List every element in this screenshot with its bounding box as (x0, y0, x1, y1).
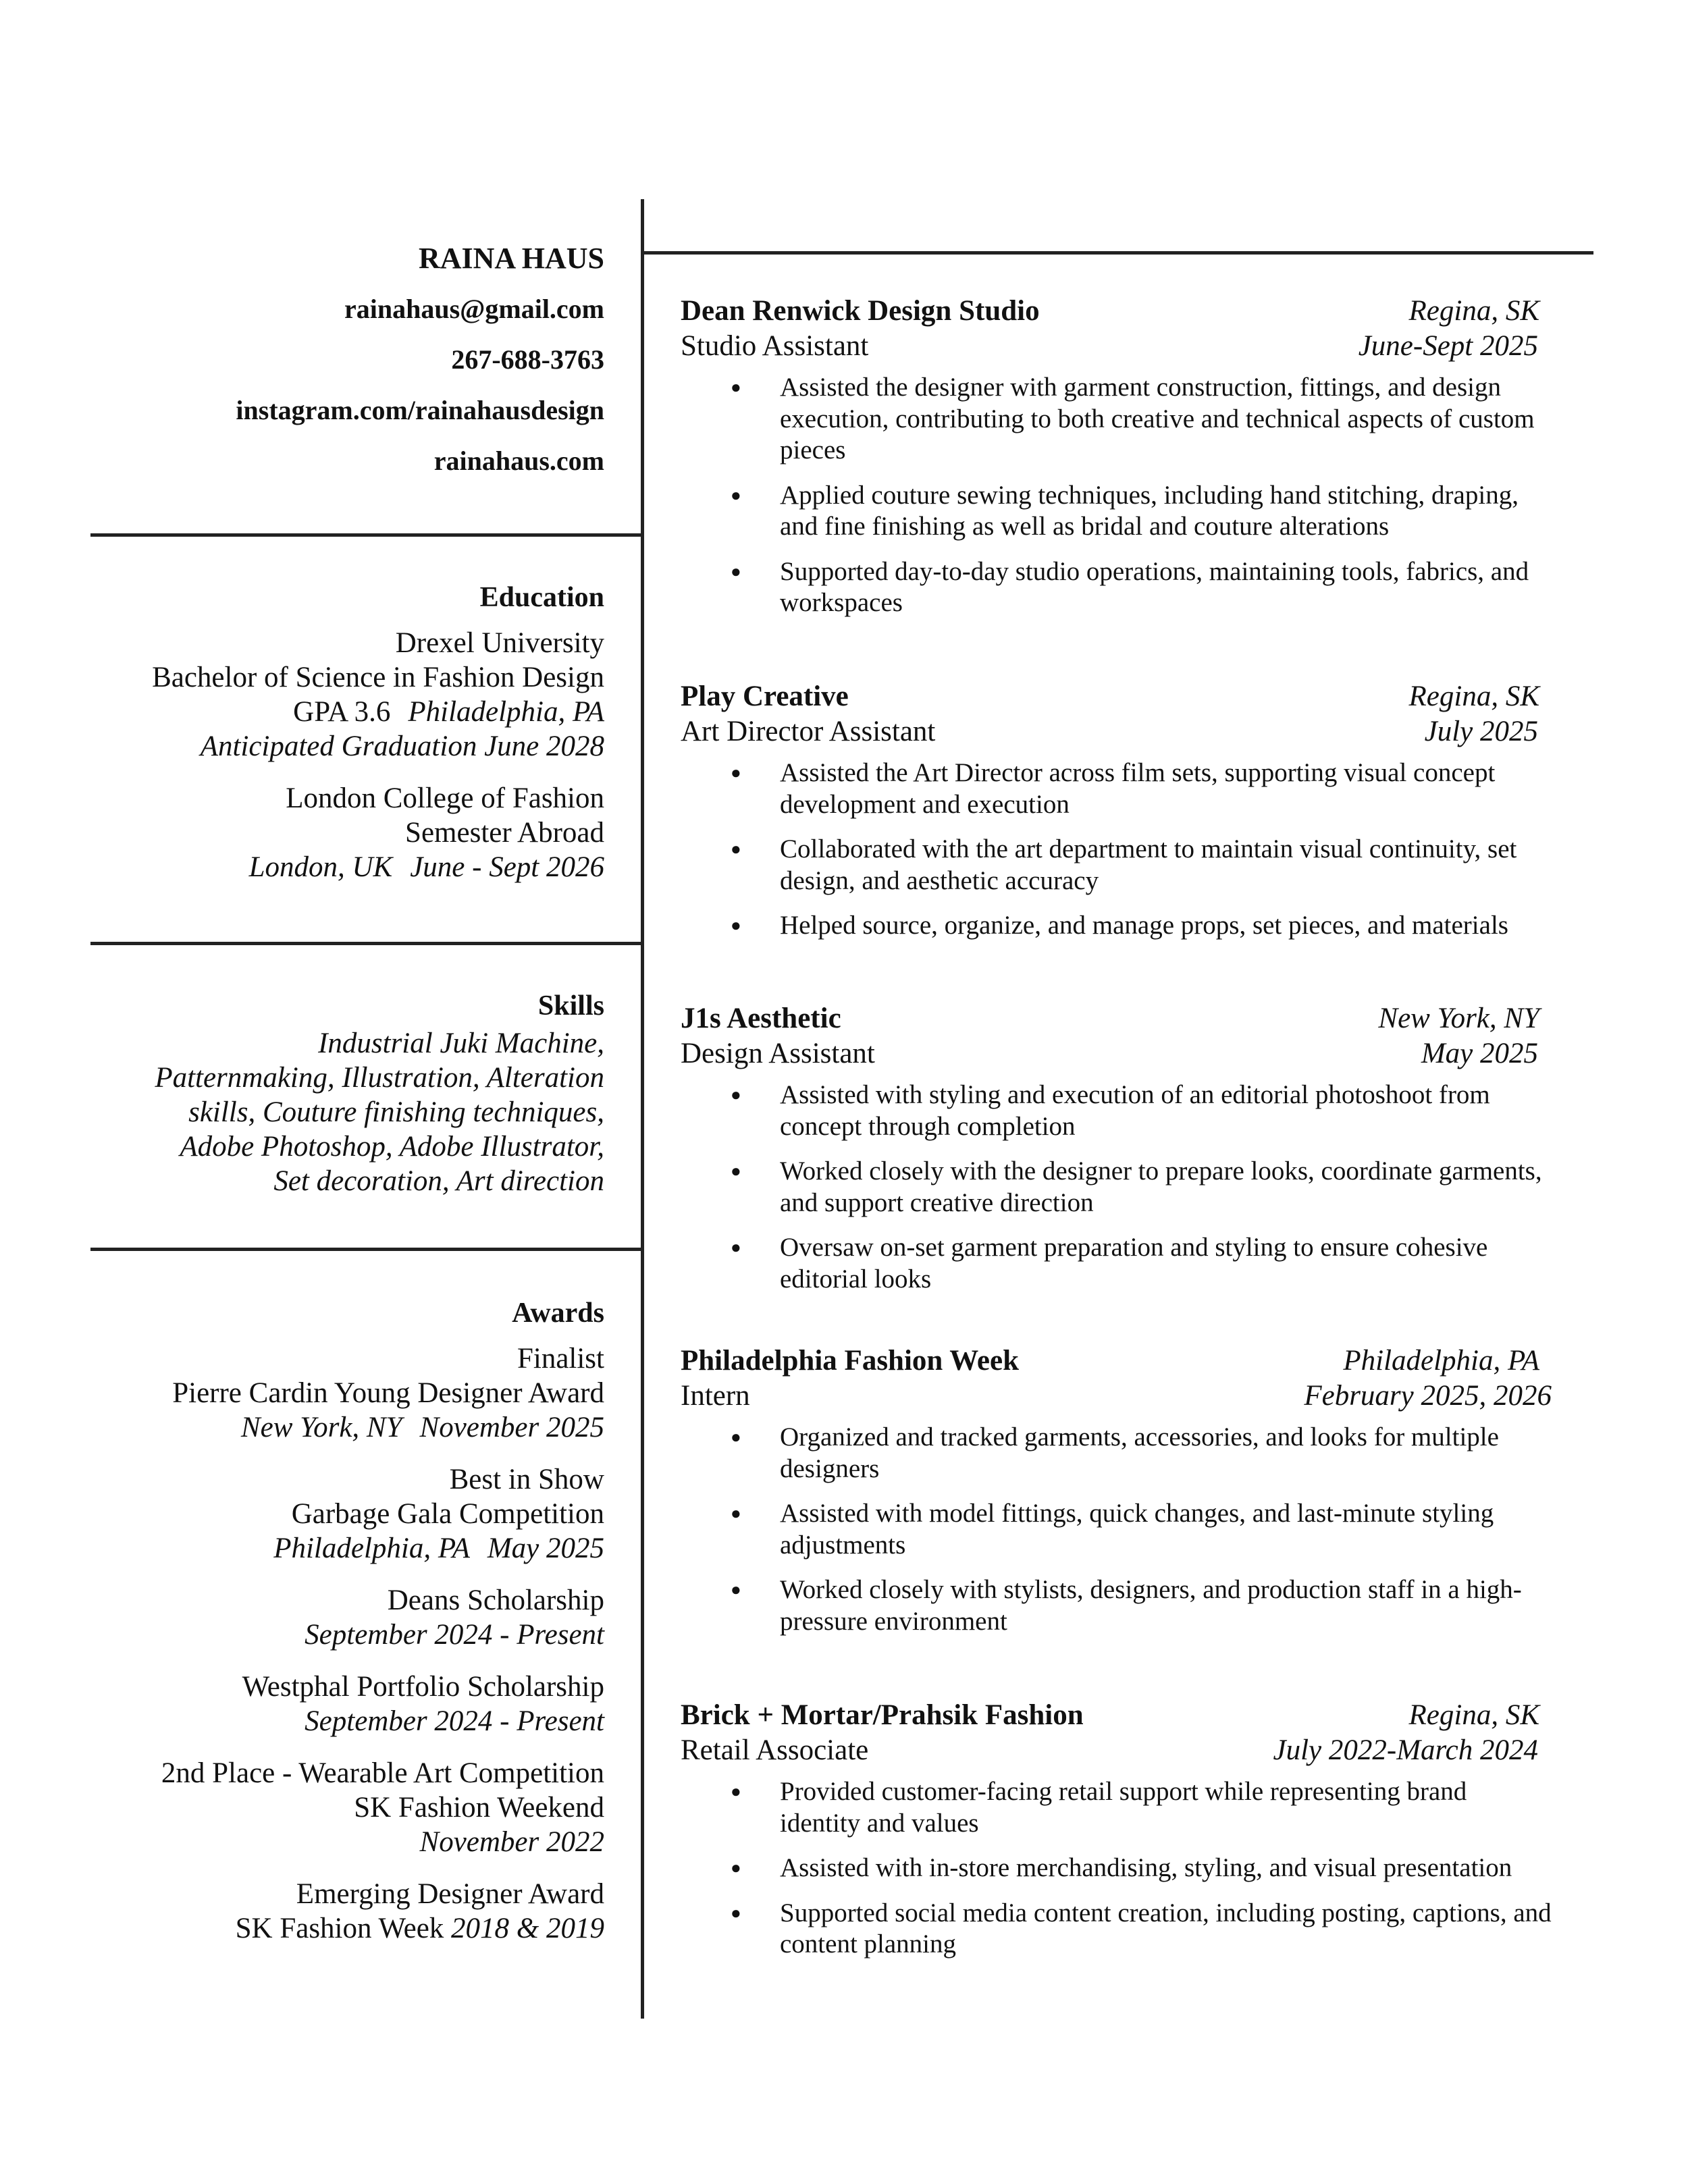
award-date: September 2024 - Present (305, 1705, 604, 1737)
bullet-item: ● Assisted with styling and execution of an editorial photoshoot from concept through completion (681, 1080, 1553, 1142)
skills-heading: Skills (537, 990, 604, 1021)
award-title: Emerging Designer Award (296, 1878, 604, 1910)
school-location-dates (68, 850, 604, 884)
section-divider-awards (90, 1248, 643, 1251)
job-role: Art Director Assistant (681, 716, 936, 747)
award-location: New York, NY (240, 1412, 402, 1443)
job-location: Regina, SK (1408, 681, 1539, 712)
website-link[interactable]: rainahaus.com (433, 446, 604, 476)
job-bullets (681, 1080, 1558, 1295)
skills-line: Set decoration, Art direction (273, 1165, 604, 1197)
bullet-item: ● Organized and tracked garments, accessories, and looks for multiple designers (681, 1422, 1553, 1485)
award-title: Deans Scholarship (387, 1584, 604, 1616)
job-role: Retail Associate (681, 1734, 869, 1766)
award-location: Philadelphia, PA (273, 1533, 470, 1564)
job-bullets (681, 1422, 1558, 1637)
award-detail-date (68, 1911, 604, 1946)
education-heading: Education (479, 582, 604, 613)
bullet-item: ● Supported social media content creation, including posting, captions, and content planning (681, 1898, 1553, 1961)
company-name: Dean Renwick Design Studio (681, 295, 1040, 327)
bullet-item: ● Worked closely with stylists, designers, and production staff in a high-pressure environment (681, 1574, 1553, 1637)
skills-line: Adobe Photoshop, Adobe Illustrator, (180, 1131, 604, 1163)
contact-block (68, 234, 604, 486)
company-name: J1s Aesthetic (681, 1003, 841, 1034)
job-role: Intern (681, 1380, 750, 1412)
award-title: 2nd Place - Wearable Art Competition (161, 1757, 604, 1789)
job-role: Design Assistant (681, 1038, 875, 1069)
company-name: Play Creative (681, 681, 849, 712)
bullet-item: ● Assisted the Art Director across film sets, supporting visual concept development and execution (681, 757, 1553, 820)
job-bullets (681, 1776, 1558, 1961)
job-dates: July 2025 (1424, 716, 1538, 747)
job-entry (681, 294, 1558, 633)
job-dates: May 2025 (1421, 1038, 1538, 1069)
skills-section (68, 986, 604, 1198)
award-date: May 2025 (487, 1533, 604, 1564)
column-divider (641, 199, 644, 2019)
header-rule (643, 251, 1593, 255)
award-detail: Pierre Cardin Young Designer Award (172, 1377, 604, 1409)
school-name: Drexel University (395, 627, 604, 659)
job-location: Philadelphia, PA (1343, 1345, 1539, 1377)
award-title: Best in Show (449, 1464, 604, 1495)
phone[interactable]: 267-688-3763 (451, 344, 604, 375)
awards-section (68, 1293, 604, 1946)
degree: Bachelor of Science in Fashion Design (152, 662, 604, 693)
gpa-location (68, 695, 604, 729)
skills-line: Industrial Juki Machine, (318, 1028, 604, 1059)
award-detail: SK Fashion Week (235, 1913, 444, 1944)
job-dates: July 2022-March 2024 (1273, 1734, 1538, 1766)
bullet-item: ● Supported day-to-day studio operations, maintaining tools, fabrics, and workspaces (681, 556, 1553, 619)
bullet-item: ● Oversaw on-set garment preparation and styling to ensure cohesive editorial looks (681, 1232, 1553, 1295)
job-location: Regina, SK (1408, 1699, 1539, 1731)
award-title: Westphal Portfolio Scholarship (242, 1671, 604, 1703)
skills-line: Patternmaking, Illustration, Alteration (155, 1062, 604, 1094)
award-detail: SK Fashion Weekend (354, 1792, 604, 1823)
bullet-item: ● Applied couture sewing techniques, including hand stitching, draping, and fine finishing as well as bridal and couture alterations (681, 480, 1553, 543)
award-location-date (68, 1410, 604, 1445)
award-date: September 2024 - Present (305, 1619, 604, 1651)
program: Semester Abroad (405, 817, 604, 849)
award-date: 2018 & 2019 (451, 1913, 604, 1944)
instagram-link[interactable]: instagram.com/rainahausdesign (236, 395, 604, 425)
job-entry (681, 1343, 1558, 1651)
company-name: Philadelphia Fashion Week (681, 1345, 1020, 1377)
job-dates: February 2025, 2026 (1304, 1380, 1552, 1412)
awards-heading: Awards (512, 1298, 604, 1329)
award-title: Finalist (517, 1343, 604, 1375)
gpa: GPA 3.6 (293, 696, 391, 728)
graduation: Anticipated Graduation June 2028 (200, 730, 604, 762)
job-entry (681, 679, 1558, 955)
candidate-name: RAINA HAUS (418, 242, 604, 275)
job-bullets (681, 372, 1558, 619)
bullet-item: ● Helped source, organize, and manage props, set pieces, and materials (681, 910, 1553, 942)
section-divider-skills (90, 942, 643, 945)
education-section (68, 577, 604, 884)
skills-line: skills, Couture finishing techniques, (188, 1096, 604, 1128)
job-location: Regina, SK (1408, 295, 1539, 327)
bullet-item: ● Collaborated with the art department to maintain visual continuity, set design, and aesthetic accuracy (681, 834, 1553, 897)
job-dates: June-Sept 2025 (1358, 330, 1538, 362)
section-divider-education (90, 533, 643, 537)
bullet-item: ● Assisted with in-store merchandising, styling, and visual presentation (681, 1853, 1553, 1884)
job-location: New York, NY (1378, 1003, 1539, 1034)
award-detail: Garbage Gala Competition (291, 1498, 604, 1530)
job-role: Studio Assistant (681, 330, 869, 362)
award-date: November 2025 (419, 1412, 604, 1443)
bullet-item: ● Worked closely with the designer to prepare looks, coordinate garments, and support creative direction (681, 1156, 1553, 1219)
company-name: Brick + Mortar/Prahsik Fashion (681, 1699, 1084, 1731)
job-entry (681, 1001, 1558, 1308)
job-entry (681, 1698, 1558, 1974)
school-location: Philadelphia, PA (408, 696, 604, 728)
award-location-date (68, 1531, 604, 1566)
award-date: November 2022 (419, 1826, 604, 1858)
bullet-item: ● Provided customer-facing retail support while representing brand identity and values (681, 1776, 1553, 1839)
email[interactable]: rainahaus@gmail.com (344, 294, 604, 324)
school-location: London, UK (248, 851, 393, 883)
job-bullets (681, 757, 1558, 942)
school-name: London College of Fashion (286, 782, 604, 814)
bullet-item: ● Assisted with model fittings, quick changes, and last-minute styling adjustments (681, 1498, 1553, 1561)
school-dates: June - Sept 2026 (410, 851, 604, 883)
bullet-item: ● Assisted the designer with garment construction, fittings, and design execution, contributing to both creative and technical aspects of custom pieces (681, 372, 1553, 467)
